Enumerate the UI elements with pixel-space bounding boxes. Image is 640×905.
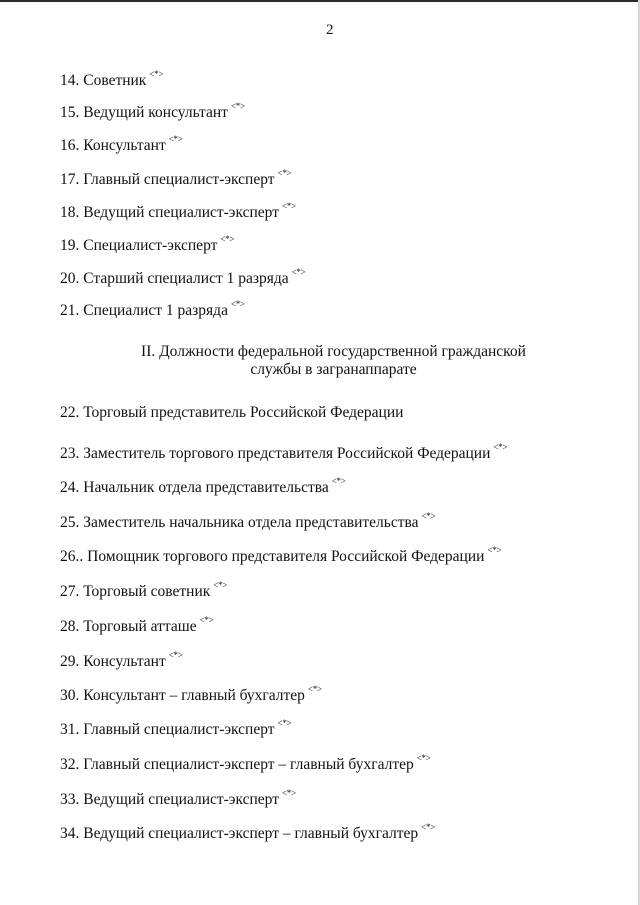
item-number: 33. <box>60 791 80 808</box>
item-text: Помощник торгового представителя Российской Федерации <box>87 548 485 565</box>
footnote-mark: <*> <box>168 134 183 144</box>
item-text: Заместитель торгового представителя Российской Федерации <box>83 445 491 462</box>
list-item <box>60 438 507 463</box>
footnote-mark: <*> <box>487 545 502 555</box>
section-heading-line: II. Должности федеральной государственной гражданской <box>141 343 526 360</box>
footnote-mark: <*> <box>230 101 245 111</box>
section-heading-line: службы в загранаппарате <box>250 361 417 378</box>
item-number: 27. <box>60 583 80 600</box>
item-text: Консультант – главный бухгалтер <box>83 687 305 704</box>
list-item <box>60 404 403 422</box>
footnote-mark: <*> <box>149 69 164 79</box>
item-text: Ведущий специалист-эксперт <box>83 204 279 221</box>
item-text: Консультант <box>83 653 166 670</box>
page-number: 2 <box>326 22 334 38</box>
item-number: 26.. <box>60 548 84 565</box>
item-number: 29. <box>60 653 80 670</box>
item-text: Главный специалист-эксперт <box>83 721 275 738</box>
item-number: 24. <box>60 479 80 496</box>
footnote-mark: <*> <box>199 615 214 625</box>
item-number: 17. <box>60 171 80 188</box>
list-item <box>60 680 322 705</box>
footnote-mark: <*> <box>281 201 296 211</box>
footnote-mark: <*> <box>281 788 296 798</box>
footnote-mark: <*> <box>277 718 292 728</box>
footnote-mark: <*> <box>168 650 183 660</box>
list-item <box>60 295 245 320</box>
list-item <box>60 818 435 843</box>
item-text: Начальник отдела представительства <box>83 479 329 496</box>
item-text: Ведущий специалист-эксперт – главный бухгалтер <box>83 825 419 842</box>
item-text: Главный специалист-эксперт – главный бухгалтер <box>83 756 414 773</box>
footnote-mark: <*> <box>307 684 322 694</box>
top-border-line <box>0 0 640 2</box>
list-item <box>60 263 305 288</box>
list-item <box>60 230 234 255</box>
list-item <box>60 507 435 532</box>
item-text: Ведущий консультант <box>83 104 228 121</box>
item-text: Торговый атташе <box>83 618 197 635</box>
list-item <box>60 749 431 774</box>
item-number: 28. <box>60 618 80 635</box>
list-item <box>60 611 213 636</box>
item-number: 18. <box>60 204 80 221</box>
footnote-mark: <*> <box>331 476 346 486</box>
item-number: 23. <box>60 445 80 462</box>
footnote-mark: <*> <box>421 511 436 521</box>
item-number: 19. <box>60 237 80 254</box>
footnote-mark: <*> <box>421 822 435 832</box>
item-number: 31. <box>60 721 80 738</box>
item-number: 25. <box>60 514 80 531</box>
item-number: 20. <box>60 270 80 287</box>
item-number: 32. <box>60 756 80 773</box>
footnote-mark: <*> <box>416 753 431 763</box>
list-item <box>60 646 183 671</box>
list-item <box>60 784 296 809</box>
item-number: 15. <box>60 104 80 121</box>
list-item <box>60 714 291 739</box>
list-item <box>60 576 227 601</box>
footnote-mark: <*> <box>277 168 292 178</box>
item-number: 22. <box>60 404 80 421</box>
item-text: Советник <box>83 72 147 89</box>
item-text: Ведущий специалист-эксперт <box>83 791 279 808</box>
item-number: 21. <box>60 302 80 319</box>
item-text: Заместитель начальника отдела представительства <box>83 514 419 531</box>
item-number: 16. <box>60 137 80 154</box>
item-text: Консультант <box>83 137 166 154</box>
item-text: Специалист-эксперт <box>83 237 218 254</box>
list-item <box>60 541 501 566</box>
item-text: Старший специалист 1 разряда <box>83 270 289 287</box>
section-heading <box>100 343 567 379</box>
item-number: 30. <box>60 687 80 704</box>
list-item <box>60 472 346 497</box>
list-item <box>60 65 163 90</box>
item-text: Специалист 1 разряда <box>83 302 228 319</box>
list-item <box>60 130 183 155</box>
footnote-mark: <*> <box>493 442 508 452</box>
item-text: Торговый представитель Российской Федерации <box>83 404 404 421</box>
item-text: Торговый советник <box>83 583 211 600</box>
item-number: 14. <box>60 72 80 89</box>
footnote-mark: <*> <box>213 580 228 590</box>
footnote-mark: <*> <box>230 299 245 309</box>
footnote-mark: <*> <box>220 234 235 244</box>
footnote-mark: <*> <box>291 267 306 277</box>
item-text: Главный специалист-эксперт <box>83 171 275 188</box>
item-number: 34. <box>60 825 80 842</box>
list-item <box>60 197 296 222</box>
list-item <box>60 97 245 122</box>
list-item <box>60 164 291 189</box>
